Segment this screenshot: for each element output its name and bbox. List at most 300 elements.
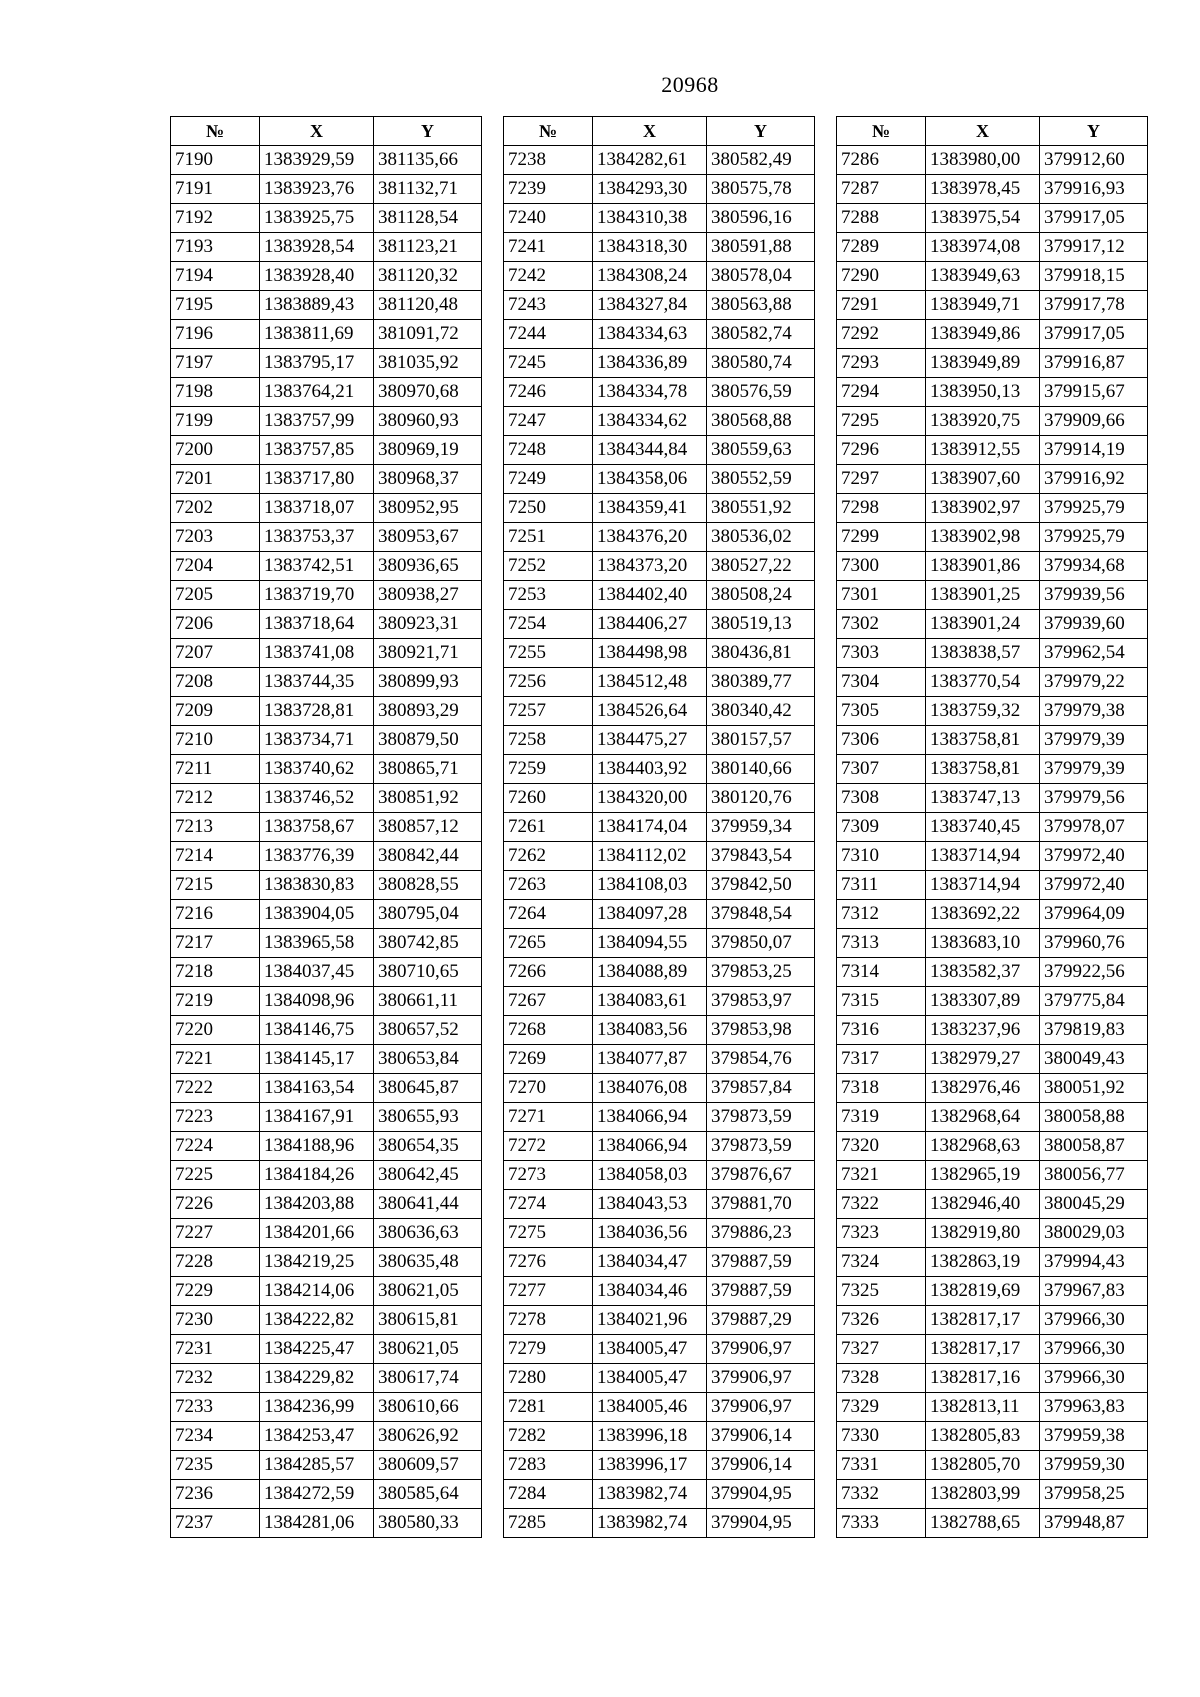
- y-coordinate-cell: 380582,49: [707, 146, 815, 175]
- table-row: [837, 1393, 1148, 1422]
- table-row: [504, 1045, 815, 1074]
- table-row: [171, 755, 482, 784]
- y-coordinate-cell: 380742,85: [374, 929, 482, 958]
- point-number-cell: 7224: [171, 1132, 260, 1161]
- point-number-cell: 7299: [837, 523, 926, 552]
- point-number-cell: 7316: [837, 1016, 926, 1045]
- x-coordinate-cell: 1383714,94: [926, 871, 1040, 900]
- y-coordinate-cell: 379922,56: [1040, 958, 1148, 987]
- coordinates-table-2: [503, 116, 815, 1538]
- table-row: [171, 1277, 482, 1306]
- point-number-cell: 7261: [504, 813, 593, 842]
- y-coordinate-cell: 380157,57: [707, 726, 815, 755]
- point-number-cell: 7311: [837, 871, 926, 900]
- y-coordinate-cell: 380580,33: [374, 1509, 482, 1538]
- y-coordinate-cell: 379917,05: [1040, 204, 1148, 233]
- x-coordinate-cell: 1382946,40: [926, 1190, 1040, 1219]
- table-row: [837, 1190, 1148, 1219]
- y-coordinate-cell: 380893,29: [374, 697, 482, 726]
- point-number-cell: 7201: [171, 465, 260, 494]
- x-coordinate-cell: 1383929,59: [260, 146, 374, 175]
- point-number-cell: 7267: [504, 987, 593, 1016]
- point-number-cell: 7301: [837, 581, 926, 610]
- table-row: [837, 668, 1148, 697]
- x-coordinate-cell: 1384066,94: [593, 1103, 707, 1132]
- x-coordinate-cell: 1384526,64: [593, 697, 707, 726]
- point-number-cell: 7314: [837, 958, 926, 987]
- table-row: [837, 1422, 1148, 1451]
- y-coordinate-cell: 380970,68: [374, 378, 482, 407]
- point-number-cell: 7293: [837, 349, 926, 378]
- y-coordinate-cell: 379906,97: [707, 1393, 815, 1422]
- table-row: [171, 1161, 482, 1190]
- x-coordinate-cell: 1384043,53: [593, 1190, 707, 1219]
- table-row: [171, 871, 482, 900]
- point-number-cell: 7207: [171, 639, 260, 668]
- point-number-cell: 7333: [837, 1509, 926, 1538]
- point-number-cell: 7303: [837, 639, 926, 668]
- x-coordinate-cell: 1384083,61: [593, 987, 707, 1016]
- table-row: [837, 900, 1148, 929]
- table-row: [837, 1364, 1148, 1393]
- table-row: [837, 1074, 1148, 1103]
- point-number-cell: 7307: [837, 755, 926, 784]
- point-number-cell: 7273: [504, 1161, 593, 1190]
- table-row: [171, 494, 482, 523]
- point-number-cell: 7295: [837, 407, 926, 436]
- point-number-cell: 7290: [837, 262, 926, 291]
- table-row: [837, 726, 1148, 755]
- point-number-cell: 7250: [504, 494, 593, 523]
- x-coordinate-cell: 1383901,25: [926, 581, 1040, 610]
- x-coordinate-cell: 1383795,17: [260, 349, 374, 378]
- point-number-cell: 7320: [837, 1132, 926, 1161]
- x-coordinate-cell: 1383949,71: [926, 291, 1040, 320]
- point-number-cell: 7258: [504, 726, 593, 755]
- table-row: [837, 1161, 1148, 1190]
- y-coordinate-cell: 381091,72: [374, 320, 482, 349]
- x-coordinate-cell: 1383928,40: [260, 262, 374, 291]
- y-coordinate-cell: 379917,78: [1040, 291, 1148, 320]
- y-coordinate-cell: 379850,07: [707, 929, 815, 958]
- table-row: [171, 1132, 482, 1161]
- x-coordinate-cell: 1384253,47: [260, 1422, 374, 1451]
- table-row: [837, 523, 1148, 552]
- x-coordinate-cell: 1383764,21: [260, 378, 374, 407]
- y-coordinate-cell: 379939,60: [1040, 610, 1148, 639]
- table-row: [171, 581, 482, 610]
- table-row: [504, 639, 815, 668]
- y-coordinate-cell: 379966,30: [1040, 1364, 1148, 1393]
- y-coordinate-cell: 380563,88: [707, 291, 815, 320]
- x-coordinate-cell: 1384320,00: [593, 784, 707, 813]
- table-row: [837, 1016, 1148, 1045]
- table-row: [504, 1161, 815, 1190]
- x-coordinate-cell: 1384201,66: [260, 1219, 374, 1248]
- point-number-cell: 7191: [171, 175, 260, 204]
- point-number-cell: 7269: [504, 1045, 593, 1074]
- table-row: [837, 639, 1148, 668]
- y-coordinate-cell: 380051,92: [1040, 1074, 1148, 1103]
- table-row: [837, 1248, 1148, 1277]
- table-row: [504, 262, 815, 291]
- x-coordinate-cell: 1383950,13: [926, 378, 1040, 407]
- x-coordinate-cell: 1382819,69: [926, 1277, 1040, 1306]
- point-number-cell: 7218: [171, 958, 260, 987]
- x-coordinate-cell: 1384058,03: [593, 1161, 707, 1190]
- x-coordinate-cell: 1384334,78: [593, 378, 707, 407]
- x-coordinate-cell: 1383975,54: [926, 204, 1040, 233]
- table-row: [171, 726, 482, 755]
- y-coordinate-cell: 379979,56: [1040, 784, 1148, 813]
- point-number-cell: 7242: [504, 262, 593, 291]
- y-coordinate-cell: 379906,14: [707, 1422, 815, 1451]
- point-number-cell: 7289: [837, 233, 926, 262]
- y-coordinate-cell: 380936,65: [374, 552, 482, 581]
- y-coordinate-cell: 379959,38: [1040, 1422, 1148, 1451]
- table-row: [504, 378, 815, 407]
- table-row: [504, 1074, 815, 1103]
- table-row: [837, 1451, 1148, 1480]
- table-row: [171, 1016, 482, 1045]
- x-coordinate-cell: 1383683,10: [926, 929, 1040, 958]
- y-coordinate-cell: 380058,88: [1040, 1103, 1148, 1132]
- y-coordinate-cell: 380559,63: [707, 436, 815, 465]
- point-number-cell: 7221: [171, 1045, 260, 1074]
- point-number-cell: 7279: [504, 1335, 593, 1364]
- y-coordinate-cell: 379916,92: [1040, 465, 1148, 494]
- table-row: [837, 784, 1148, 813]
- x-coordinate-cell: 1382968,64: [926, 1103, 1040, 1132]
- x-coordinate-cell: 1383740,62: [260, 755, 374, 784]
- point-number-cell: 7328: [837, 1364, 926, 1393]
- y-coordinate-cell: 380582,74: [707, 320, 815, 349]
- y-coordinate-cell: 379906,14: [707, 1451, 815, 1480]
- y-coordinate-cell: 380923,31: [374, 610, 482, 639]
- y-coordinate-cell: 379909,66: [1040, 407, 1148, 436]
- table-row: [837, 436, 1148, 465]
- y-coordinate-cell: 380585,64: [374, 1480, 482, 1509]
- point-number-cell: 7257: [504, 697, 593, 726]
- point-number-cell: 7210: [171, 726, 260, 755]
- table-row: [837, 204, 1148, 233]
- table-row: [504, 1248, 815, 1277]
- y-coordinate-cell: 380851,92: [374, 784, 482, 813]
- x-coordinate-cell: 1383758,81: [926, 726, 1040, 755]
- x-coordinate-cell: 1384066,94: [593, 1132, 707, 1161]
- point-number-cell: 7296: [837, 436, 926, 465]
- table-row: [504, 668, 815, 697]
- x-coordinate-cell: 1383923,76: [260, 175, 374, 204]
- x-coordinate-cell: 1383902,97: [926, 494, 1040, 523]
- point-number-cell: 7209: [171, 697, 260, 726]
- point-number-cell: 7200: [171, 436, 260, 465]
- point-number-cell: 7233: [171, 1393, 260, 1422]
- y-coordinate-cell: 379857,84: [707, 1074, 815, 1103]
- table-row: [171, 900, 482, 929]
- table-row: [837, 1335, 1148, 1364]
- table-row: [171, 204, 482, 233]
- table-row: [837, 146, 1148, 175]
- y-coordinate-cell: 380960,93: [374, 407, 482, 436]
- x-coordinate-cell: 1383728,81: [260, 697, 374, 726]
- column-header-x: X: [926, 117, 1040, 146]
- y-coordinate-cell: 380591,88: [707, 233, 815, 262]
- x-coordinate-cell: 1383753,37: [260, 523, 374, 552]
- y-coordinate-cell: 379886,23: [707, 1219, 815, 1248]
- x-coordinate-cell: 1384088,89: [593, 958, 707, 987]
- table-row: [504, 291, 815, 320]
- y-coordinate-cell: 380828,55: [374, 871, 482, 900]
- point-number-cell: 7287: [837, 175, 926, 204]
- point-number-cell: 7235: [171, 1451, 260, 1480]
- point-number-cell: 7245: [504, 349, 593, 378]
- x-coordinate-cell: 1384272,59: [260, 1480, 374, 1509]
- point-number-cell: 7217: [171, 929, 260, 958]
- y-coordinate-cell: 379906,97: [707, 1335, 815, 1364]
- table-row: [837, 697, 1148, 726]
- point-number-cell: 7202: [171, 494, 260, 523]
- point-number-cell: 7266: [504, 958, 593, 987]
- x-coordinate-cell: 1382817,16: [926, 1364, 1040, 1393]
- x-coordinate-cell: 1384214,06: [260, 1277, 374, 1306]
- point-number-cell: 7291: [837, 291, 926, 320]
- point-number-cell: 7192: [171, 204, 260, 233]
- table-row: [171, 175, 482, 204]
- y-coordinate-cell: 379918,15: [1040, 262, 1148, 291]
- y-coordinate-cell: 381120,32: [374, 262, 482, 291]
- table-row: [837, 1132, 1148, 1161]
- x-coordinate-cell: 1384327,84: [593, 291, 707, 320]
- column-header-number: №: [171, 117, 260, 146]
- y-coordinate-cell: 380642,45: [374, 1161, 482, 1190]
- table-row: [504, 320, 815, 349]
- y-coordinate-cell: 380140,66: [707, 755, 815, 784]
- table-row: [504, 204, 815, 233]
- point-number-cell: 7331: [837, 1451, 926, 1480]
- y-coordinate-cell: 381128,54: [374, 204, 482, 233]
- point-number-cell: 7283: [504, 1451, 593, 1480]
- table-row: [837, 175, 1148, 204]
- x-coordinate-cell: 1383757,85: [260, 436, 374, 465]
- x-coordinate-cell: 1383718,07: [260, 494, 374, 523]
- point-number-cell: 7297: [837, 465, 926, 494]
- y-coordinate-cell: 380568,88: [707, 407, 815, 436]
- x-coordinate-cell: 1384188,96: [260, 1132, 374, 1161]
- y-coordinate-cell: 379887,59: [707, 1277, 815, 1306]
- table-row: [171, 1045, 482, 1074]
- table-row: [171, 784, 482, 813]
- point-number-cell: 7216: [171, 900, 260, 929]
- point-number-cell: 7256: [504, 668, 593, 697]
- x-coordinate-cell: 1384236,99: [260, 1393, 374, 1422]
- y-coordinate-cell: 379964,09: [1040, 900, 1148, 929]
- point-number-cell: 7309: [837, 813, 926, 842]
- point-number-cell: 7304: [837, 668, 926, 697]
- y-coordinate-cell: 379960,76: [1040, 929, 1148, 958]
- table-row: [504, 929, 815, 958]
- x-coordinate-cell: 1384034,46: [593, 1277, 707, 1306]
- x-coordinate-cell: 1383740,45: [926, 813, 1040, 842]
- table-row: [837, 813, 1148, 842]
- point-number-cell: 7294: [837, 378, 926, 407]
- y-coordinate-cell: 380661,11: [374, 987, 482, 1016]
- x-coordinate-cell: 1383811,69: [260, 320, 374, 349]
- y-coordinate-cell: 379848,54: [707, 900, 815, 929]
- x-coordinate-cell: 1383776,39: [260, 842, 374, 871]
- table-row: [504, 813, 815, 842]
- table-row: [837, 320, 1148, 349]
- y-coordinate-cell: 379979,38: [1040, 697, 1148, 726]
- point-number-cell: 7214: [171, 842, 260, 871]
- point-number-cell: 7251: [504, 523, 593, 552]
- y-coordinate-cell: 379904,95: [707, 1509, 815, 1538]
- y-coordinate-cell: 380617,74: [374, 1364, 482, 1393]
- table-row: [504, 726, 815, 755]
- point-number-cell: 7281: [504, 1393, 593, 1422]
- table-row: [837, 929, 1148, 958]
- x-coordinate-cell: 1383980,00: [926, 146, 1040, 175]
- point-number-cell: 7212: [171, 784, 260, 813]
- table-row: [504, 1335, 815, 1364]
- x-coordinate-cell: 1384098,96: [260, 987, 374, 1016]
- table-row: [504, 900, 815, 929]
- y-coordinate-cell: 379876,67: [707, 1161, 815, 1190]
- point-number-cell: 7225: [171, 1161, 260, 1190]
- point-number-cell: 7286: [837, 146, 926, 175]
- x-coordinate-cell: 1384076,08: [593, 1074, 707, 1103]
- x-coordinate-cell: 1384094,55: [593, 929, 707, 958]
- y-coordinate-cell: 380576,59: [707, 378, 815, 407]
- table-row: [837, 958, 1148, 987]
- table-row: [837, 1306, 1148, 1335]
- y-coordinate-cell: 380636,63: [374, 1219, 482, 1248]
- x-coordinate-cell: 1383920,75: [926, 407, 1040, 436]
- x-coordinate-cell: 1383996,17: [593, 1451, 707, 1480]
- point-number-cell: 7323: [837, 1219, 926, 1248]
- x-coordinate-cell: 1384145,17: [260, 1045, 374, 1074]
- table-row: [837, 465, 1148, 494]
- point-number-cell: 7324: [837, 1248, 926, 1277]
- point-number-cell: 7306: [837, 726, 926, 755]
- point-number-cell: 7292: [837, 320, 926, 349]
- point-number-cell: 7326: [837, 1306, 926, 1335]
- table-row: [837, 349, 1148, 378]
- y-coordinate-cell: 381035,92: [374, 349, 482, 378]
- table-row: [504, 1103, 815, 1132]
- point-number-cell: 7234: [171, 1422, 260, 1451]
- y-coordinate-cell: 379917,05: [1040, 320, 1148, 349]
- point-number-cell: 7220: [171, 1016, 260, 1045]
- point-number-cell: 7199: [171, 407, 260, 436]
- table-row: [171, 1480, 482, 1509]
- y-coordinate-cell: 380389,77: [707, 668, 815, 697]
- point-number-cell: 7238: [504, 146, 593, 175]
- x-coordinate-cell: 1384146,75: [260, 1016, 374, 1045]
- x-coordinate-cell: 1382805,83: [926, 1422, 1040, 1451]
- y-coordinate-cell: 379972,40: [1040, 842, 1148, 871]
- y-coordinate-cell: 380551,92: [707, 494, 815, 523]
- y-coordinate-cell: 379962,54: [1040, 639, 1148, 668]
- point-number-cell: 7236: [171, 1480, 260, 1509]
- table-row: [837, 1480, 1148, 1509]
- point-number-cell: 7280: [504, 1364, 593, 1393]
- x-coordinate-cell: 1383982,74: [593, 1480, 707, 1509]
- table-row: [504, 784, 815, 813]
- table-row: [837, 1219, 1148, 1248]
- y-coordinate-cell: 379966,30: [1040, 1335, 1148, 1364]
- y-coordinate-cell: 380045,29: [1040, 1190, 1148, 1219]
- x-coordinate-cell: 1383307,89: [926, 987, 1040, 1016]
- x-coordinate-cell: 1384167,91: [260, 1103, 374, 1132]
- point-number-cell: 7274: [504, 1190, 593, 1219]
- y-coordinate-cell: 380049,43: [1040, 1045, 1148, 1074]
- x-coordinate-cell: 1382805,70: [926, 1451, 1040, 1480]
- table-row: [171, 320, 482, 349]
- table-row: [837, 842, 1148, 871]
- page-number: 20968: [661, 72, 719, 97]
- x-coordinate-cell: 1384358,06: [593, 465, 707, 494]
- y-coordinate-cell: 380578,04: [707, 262, 815, 291]
- y-coordinate-cell: 380029,03: [1040, 1219, 1148, 1248]
- point-number-cell: 7248: [504, 436, 593, 465]
- y-coordinate-cell: 380635,48: [374, 1248, 482, 1277]
- y-coordinate-cell: 380056,77: [1040, 1161, 1148, 1190]
- y-coordinate-cell: 380865,71: [374, 755, 482, 784]
- table-row: [504, 349, 815, 378]
- table-row: [504, 1306, 815, 1335]
- x-coordinate-cell: 1383901,24: [926, 610, 1040, 639]
- point-number-cell: 7226: [171, 1190, 260, 1219]
- x-coordinate-cell: 1383758,67: [260, 813, 374, 842]
- point-number-cell: 7246: [504, 378, 593, 407]
- x-coordinate-cell: 1383757,99: [260, 407, 374, 436]
- column-header-y: Y: [1040, 117, 1148, 146]
- point-number-cell: 7272: [504, 1132, 593, 1161]
- table-row: [171, 668, 482, 697]
- table-row: [171, 291, 482, 320]
- point-number-cell: 7277: [504, 1277, 593, 1306]
- table-row: [504, 1190, 815, 1219]
- x-coordinate-cell: 1383949,63: [926, 262, 1040, 291]
- table-row: [504, 494, 815, 523]
- point-number-cell: 7322: [837, 1190, 926, 1219]
- x-coordinate-cell: 1383912,55: [926, 436, 1040, 465]
- x-coordinate-cell: 1384112,02: [593, 842, 707, 871]
- y-coordinate-cell: 380552,59: [707, 465, 815, 494]
- x-coordinate-cell: 1384021,96: [593, 1306, 707, 1335]
- coordinates-table-1: [170, 116, 482, 1538]
- point-number-cell: 7252: [504, 552, 593, 581]
- y-coordinate-cell: 379887,29: [707, 1306, 815, 1335]
- table-row: [504, 1277, 815, 1306]
- y-coordinate-cell: 380580,74: [707, 349, 815, 378]
- point-number-cell: 7227: [171, 1219, 260, 1248]
- x-coordinate-cell: 1384077,87: [593, 1045, 707, 1074]
- point-number-cell: 7262: [504, 842, 593, 871]
- table-row: [504, 175, 815, 204]
- y-coordinate-cell: 379934,68: [1040, 552, 1148, 581]
- point-number-cell: 7229: [171, 1277, 260, 1306]
- point-number-cell: 7263: [504, 871, 593, 900]
- y-coordinate-cell: 379978,07: [1040, 813, 1148, 842]
- point-number-cell: 7215: [171, 871, 260, 900]
- column-header-number: №: [837, 117, 926, 146]
- table-row: [171, 1364, 482, 1393]
- y-coordinate-cell: 379925,79: [1040, 494, 1148, 523]
- table-row: [171, 1451, 482, 1480]
- point-number-cell: 7244: [504, 320, 593, 349]
